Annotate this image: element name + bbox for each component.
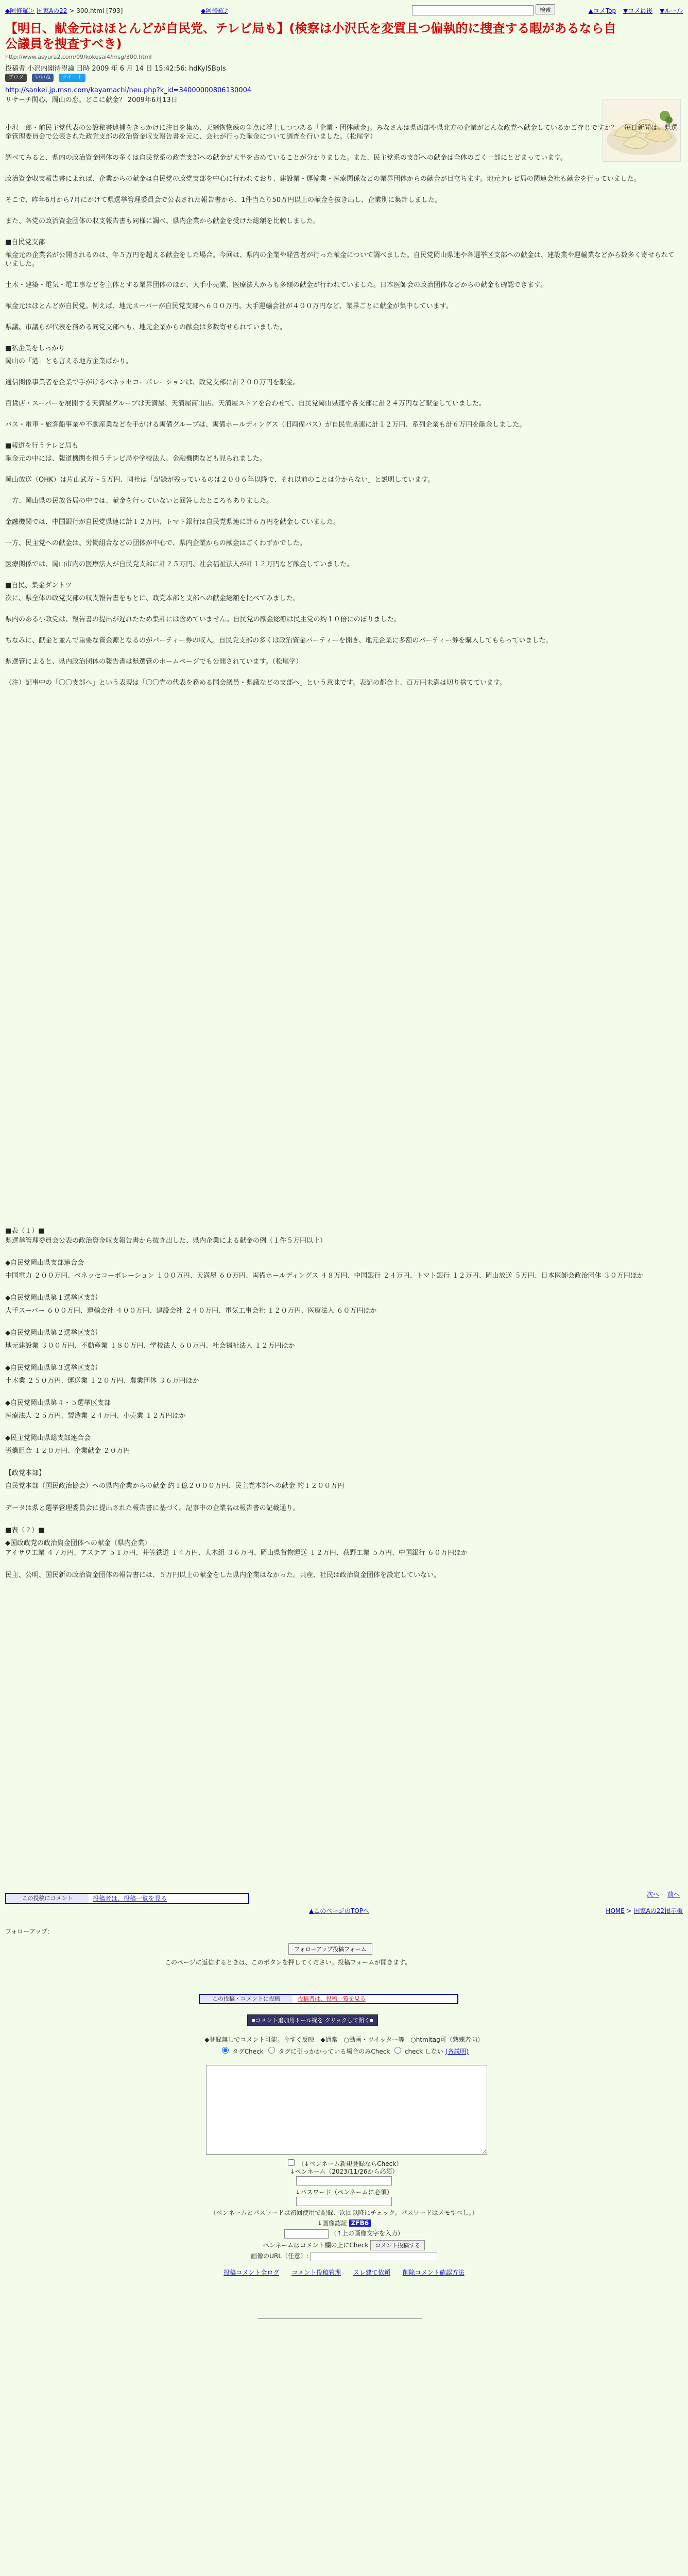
form-note: このページに返信するときは、このボタンを押してください。投稿フォームが開きます。 xyxy=(165,1959,411,1966)
pen-register-checkbox[interactable] xyxy=(288,2159,295,2166)
comment-post-button[interactable]: この投稿・コメントに投稿 xyxy=(200,1995,293,2003)
group-heading: ◆自民党岡山県支部連合会 xyxy=(5,1259,84,1267)
page-top-link[interactable]: ▲このページのTOPへ xyxy=(309,1907,370,1914)
share-tweet-button[interactable]: ツイート xyxy=(59,74,85,82)
section-text: （注）記事中の「〇〇支部へ」という表現は「〇〇党の代表を務める国会議員・県議などの支部へ」という意味です。表記の都合上、百万円未満は切り捨てています。 xyxy=(5,679,506,687)
group-items: 大手スーパー ６００万円、運輸会社 ４００万円、建設会社 ２４０万円、電気工事会社 １２０万円、医療法人 ６０万円ほか xyxy=(5,1307,377,1315)
section-text: 岡山の「港」とも言える地方企業ばかり。 xyxy=(5,358,133,365)
pen-field-label: ↓ペンネーム（2023/11/26から必須） xyxy=(289,2168,399,2175)
pen-register-label: （↓ペンネーム新規登録ならCheck） xyxy=(298,2160,403,2167)
group-items: 地元建設業 ３００万円、不動産業 １８０万円、学校法人 ６０万円、社会福祉法人 １２万円ほか xyxy=(5,1342,295,1350)
pw-input-row xyxy=(0,2197,688,2206)
deleted-comments-link[interactable]: 削除コメント確認方法 xyxy=(402,2269,465,2276)
captcha-row xyxy=(0,2218,688,2227)
send-row xyxy=(0,2240,688,2250)
article-url: http://www.asyura2.com/09/kokusai4/msg/300.html xyxy=(5,54,152,60)
tag-check-options xyxy=(0,2045,688,2056)
section-text: 百貨店・スーパーを展開する天満屋グループは天満屋、天満屋商山店、天満屋ストアを合わせて、自民党岡山県連や各支部に計２４万円など献金していました。 xyxy=(5,400,486,408)
section-text: 県内のある小政党は、報告書の提出が遅れたため集計には含めていません。自民党の献金総額は民主党の約１０倍にのぼりました。 xyxy=(5,616,401,623)
follow-up-label: フォローアップ： xyxy=(5,1928,54,1935)
table1-title: ■表（１）■ xyxy=(5,1227,45,1235)
pen-input-row xyxy=(0,2176,688,2185)
section-text: 次に、県全体の政党支部の収支報告書をもとに、政党本部と支部への献金総額を比べてみました。 xyxy=(5,595,300,602)
group-heading: ◆自民党岡山県第１選挙区支部 xyxy=(5,1294,97,1302)
table2-items: アイサワ工業 ４７万円、アステア ５１万円、井笠鉄道 １４万円、大本組 ３６万円、岡山県貨物運送 １２万円、荻野工業 ５万円、中国銀行 ６０万円ほか xyxy=(5,1549,468,1557)
top-nav xyxy=(5,4,683,16)
group-heading: ◆民主党岡山県総支部連合会 xyxy=(5,1434,91,1442)
poster-list-link-2[interactable]: 投稿者は、投稿一覧を見る xyxy=(298,1995,366,2002)
table2-title: ■表（２）■ xyxy=(5,1527,45,1534)
section-text: 岡山放送（OHK）は片山武寿～５万円、同社は「記録が残っているのは２００６年以降で、それ以前のことは分からない」と説明しています。 xyxy=(5,476,435,484)
byline: 投稿者 小沢内閣待望論 日時 2009 年 6 月 14 日 15:42:56: hdKyISBpIs xyxy=(5,65,226,73)
section-text: 献金元の企業名が公開されるのは、年５万円を超える献金をした場合。今回は、県内の企業や経営者が行った献金について調べました。自民党岡山県連や各選挙区支部への献金は、建設業や運輸業などから数多く寄せられていました。 xyxy=(5,251,675,268)
section-heading: ■自民、集金ダントツ xyxy=(5,582,72,589)
poster-list-link[interactable]: 投稿者は、投稿一覧を見る xyxy=(93,1895,167,1902)
section-heading: ■自民党支部 xyxy=(5,239,45,246)
section-text: バス・電車・旅客船事業や不動産業などを手がける両備グループは、両備ホールディングス（旧両備バス）が自民党県連に計１２万円、系列企業も計６万円を献金しました。 xyxy=(5,421,526,429)
submit-comment-button[interactable]: コメント投稿する xyxy=(370,2240,425,2250)
pw-note: （ペンネームとパスワードは初回使用で記録、次回以降にチェック。パスワードはメモすべし。） xyxy=(210,2209,478,2216)
breadcrumb-bottom xyxy=(5,1906,683,1917)
comment-control-box xyxy=(199,1994,458,2004)
table2-heading: ◆国政政党の政治資金団体への献金（県内企業） xyxy=(5,1539,151,1547)
captcha-input-row xyxy=(0,2229,688,2239)
captcha-input[interactable] xyxy=(284,2229,329,2239)
next-link[interactable]: 次へ xyxy=(647,1891,660,1898)
paragraph: また、各党の政治資金団体の収支報告書も同様に調べ、県内企業から献金を受けた総額を比較しました。 xyxy=(5,217,320,225)
tag-help-link[interactable]: (各説明) xyxy=(445,2048,469,2055)
group-items: 自民党本部（国民政治協会）への県内企業からの献金 約１億２０００万円、民主党本部への献金 約１２００万円 xyxy=(5,1482,345,1490)
tag-check-none-label: check しない xyxy=(404,2048,443,2055)
crumb-right: HOME > 国家Aの22掲示板 xyxy=(606,1907,683,1914)
group-items: 土木業 ２５０万円、運送業 １２０万円、農業団体 ３６万円ほか xyxy=(5,1377,199,1385)
back-link[interactable]: ◆阿修羅＞ xyxy=(5,7,35,14)
table1-subtitle: 県選挙管理委員会公表の政治資金収支報告書から抜き出した、県内企業による献金の例（１件５万円以上） xyxy=(5,1237,327,1245)
table2-note: 民主、公明、国民新の政治資金団体の報告書には、５万円以上の献金をした県内企業はなかった。共産、社民は政治資金団体を設定していない。 xyxy=(5,1571,441,1579)
crumb-home-link[interactable]: HOME xyxy=(606,1907,625,1914)
board-link[interactable]: 国家Aの22 xyxy=(37,7,67,14)
donation-tables xyxy=(5,1226,680,1583)
prev-link[interactable]: 前へ xyxy=(667,1891,680,1898)
tag-check-conditional-radio[interactable] xyxy=(268,2047,275,2054)
paragraph: 調べてみると、県内の政治資金団体の多くは自民党系の政党支部への献金が大半を占めていることが分かりました。また、民主党系の支部への献金は全体のごく一部にとどまっています。 xyxy=(5,154,567,162)
section-text: 医療関係では、岡山市内の医療法人が自民党支部に計２５万円、社会福祉法人が計１２万円など献金していました。 xyxy=(5,561,354,568)
rules-link[interactable]: ▼ルール xyxy=(660,7,683,14)
group-heading: ◆自民党岡山県第４・５選挙区支部 xyxy=(5,1399,111,1407)
section-text: 通信関係事業者を企業で手がけるベネッセコーポレーションは、政党支部に計２００万円を献金。 xyxy=(5,379,300,386)
tag-check-radio[interactable] xyxy=(222,2047,229,2054)
crumb-board-link[interactable]: 国家Aの22掲示板 xyxy=(633,1907,683,1914)
image-url-input[interactable] xyxy=(311,2252,437,2261)
group-heading: ◆自民党岡山県第２選挙区支部 xyxy=(5,1329,97,1337)
follow-up-form-button[interactable]: フォローアップ投稿フォーム xyxy=(288,1943,372,1955)
group-heading: 【政党本部】 xyxy=(5,1469,46,1477)
section-text: 一方、民主党への献金は、労働組合などの団体が中心で、県内企業からの献金はごくわずかでした。 xyxy=(5,539,306,547)
section-text: 献金元の中には、報道機関を担うテレビ局や学校法人、金融機関なども見られました。 xyxy=(5,455,266,463)
search-button[interactable]: 検索 xyxy=(536,4,555,14)
pen-name-input[interactable] xyxy=(296,2176,392,2185)
home-link-wrap xyxy=(201,6,228,15)
table-note: データは県と選挙管理委員会に提出された報告書に基づく。記事中の企業名は報告書の記載通り。 xyxy=(5,1504,300,1512)
post-num: [793] xyxy=(106,7,123,14)
comment-admin-link[interactable]: コメント投稿管理 xyxy=(291,2269,341,2276)
pw-field-label: ↓パスワード（ペンネームに必須） xyxy=(295,2189,393,2196)
top-right-links xyxy=(583,6,683,15)
comment-on-post-button[interactable]: この投稿にコメント xyxy=(6,1894,89,1903)
section-text: 県議、市議らが代表を務める同党支部へも、地元企業からの献金は多数寄せられていました。 xyxy=(5,324,287,331)
comment-links xyxy=(0,2268,688,2277)
section-text: 一方、岡山県の民放各局の中では、献金を行っていないと回答したところもありました。 xyxy=(5,497,273,505)
comment-top-link[interactable]: ▲コメTop xyxy=(588,7,616,14)
lead-text: リサーチ関心、岡山の恋。どこに献金？ 2009年6月13日 xyxy=(5,96,178,104)
tag-check-none-radio[interactable] xyxy=(394,2047,401,2054)
image-url-label: 画像のURL（任意）: xyxy=(251,2252,309,2260)
captcha-label: ↓画像認証 xyxy=(317,2219,347,2227)
send-note: ペンネームはコメント欄の上にCheck xyxy=(263,2242,369,2249)
pager-links xyxy=(641,1890,680,1899)
section-text: 献金元はほとんどが自民党。例えば、地元スーパーが自民党支部へ６００万円、大手運輸会社が４００万円など、業界ごとに献金が集中しています。 xyxy=(5,302,453,310)
group-items: 労働組合 １２０万円、企業献金 ２０万円 xyxy=(5,1447,130,1455)
all-comments-log-link[interactable]: 投稿コメント全ログ xyxy=(223,2269,280,2276)
captcha-hint: （↑上の画像文字を入力） xyxy=(330,2230,404,2237)
comments-area-divider xyxy=(257,2318,422,2329)
share-bar xyxy=(5,73,89,82)
section-text: 県選管によると、県内政治団体の報告書は県選管のホームページでも公開されています。（松尾学） xyxy=(5,658,303,666)
search-form xyxy=(412,4,555,15)
breadcrumb-top: ◆阿修羅＞ 国家Aの22 > 300.html [793] xyxy=(5,7,123,14)
share-blog-button[interactable]: ブログ xyxy=(5,74,27,82)
share-like-button[interactable]: いいね xyxy=(32,74,54,82)
group-heading: ◆自民党岡山県第３選挙区支部 xyxy=(5,1364,97,1372)
source-link[interactable]: http://sankei.jp.msn.com/kayamachi/neu.php?k_id=34000000806130004 xyxy=(5,87,252,94)
thread-request-link[interactable]: スレ建て依頼 xyxy=(353,2269,390,2276)
group-items: 医療法人 ２５万円、製造業 ２４万円、小売業 １２万円ほか xyxy=(5,1412,186,1420)
search-input[interactable] xyxy=(412,5,534,15)
comment-textarea[interactable] xyxy=(206,2065,487,2155)
post-action-box xyxy=(5,1893,249,1904)
captcha-image: ZFB6 xyxy=(349,2219,371,2227)
section-heading: ■私企業をしっかり xyxy=(5,345,65,352)
password-input[interactable] xyxy=(296,2197,392,2206)
section-heading: ■報道を行うテレビ局も xyxy=(5,442,79,450)
comment-last-link[interactable]: ▼コメ最後 xyxy=(623,7,653,14)
tag-check-label: タグCheck xyxy=(232,2048,264,2055)
article-title: 【明日、献金元はほとんどが自民党、テレビ局も】(検察は小沢氏を変質且つ偏執的に捜査する暇があるなら自公議員を捜査すべき) xyxy=(5,21,616,51)
image-url-row xyxy=(0,2251,688,2261)
group-items: 中国電力 ２００万円、ベネッセコーポレーション １００万円、天満屋 ６０万円、両備ホールディングス ４８万円、中国銀行 ２４万円、トマト銀行 １２万円、岡山放送 ５万円、日本医師会政治団体 ３０万円ほか xyxy=(5,1272,644,1280)
comment-notice: ◆登録無しでコメント可能。今すぐ反映 ◆通常 ○動画・ツイッター等 ○htmltag可（熟練者向） xyxy=(204,2036,484,2043)
article-body xyxy=(5,124,680,700)
paragraph: そこで、昨年6月から7月にかけて県選挙管理委員会で公表された報告書から、1件当たり50万円以上の献金を抜き出し、企業別に集計しました。 xyxy=(5,196,442,204)
tag-check-conditional-label: タグに引っかかっている場合のみCheck xyxy=(278,2048,390,2055)
section-text: 土木・建築・電気・電工事などを主体とする業界団体のほか、大手小売業、医療法人からも多額の献金が行われていました。日本医師会の政治団体などからの献金も確認できます。 xyxy=(5,281,547,289)
paragraph: 政治資金収支報告書によれば、企業からの献金は自民党の政党支部を中心に行われており、建設業・運輸業・医療関係などの業界団体からの献金が目立ちます。地元テレビ局の関連会社も献金を行っていました。 xyxy=(5,175,641,183)
section-text: 金融機関では、中国銀行が自民党県連に計１２万円、トマト銀行は自民党県連に計６万円を献金していました。 xyxy=(5,518,340,526)
paragraph: 小沢一郎・前民主党代表の公設秘書逮捕をきっかけに注目を集め、天網恢恢疎の争点に浮上しつつある「企業・団体献金」。みなさんは県西部や県北方の企業がどんな政党へ献金しているかご存じですか？ 毎日新聞は、県選挙管理委員会で公表された政党支部の政治資金収支報告書を元に、会社が行った献金について調査を行いました。（松尾学） xyxy=(5,124,678,141)
section-text: ちなみに、献金と並んで重要な資金源となるのがパーティー券の収入。自民党支部の多くは政治資金パーティーを開き、地元企業に多額のパーティー券を購入してもらっていました。 xyxy=(5,637,553,645)
pen-register xyxy=(0,2158,688,2168)
open-comment-toolbar-button[interactable]: ■コメント追加用トール欄を クリックして開く■ xyxy=(247,2014,378,2026)
post-id: 300.html xyxy=(76,7,105,14)
home-link[interactable]: ◆阿修羅♪ xyxy=(201,7,228,14)
